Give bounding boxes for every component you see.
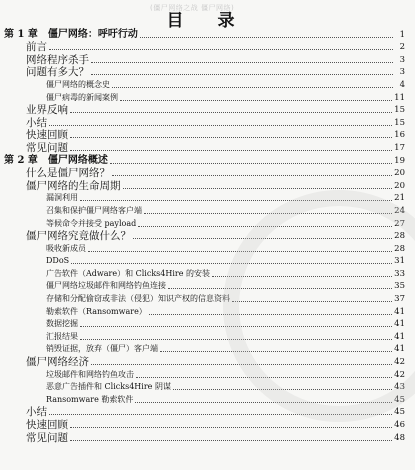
toc-entry-title: 广告软件（Adware）和 Clicks4Hire 的安装 xyxy=(46,268,211,278)
toc-subsection-entry[interactable] xyxy=(0,305,415,318)
dot-leader xyxy=(136,377,392,378)
toc-entry-title: 垃圾邮件和网络钓鱼攻击 xyxy=(46,369,134,379)
toc-subsection-entry[interactable] xyxy=(0,91,415,104)
toc-chapter-entry[interactable] xyxy=(0,28,415,41)
toc-entry-title: 召集和保护僵尸网络客户端 xyxy=(46,205,142,215)
toc-entry-page: 3 xyxy=(399,54,405,65)
toc-entry-title: 第 1 章 僵尸网络：呼吁行动 xyxy=(4,28,138,40)
toc-entry-page: 15 xyxy=(394,117,405,128)
dot-leader xyxy=(91,62,393,63)
toc-entry-title: 小结 xyxy=(26,406,47,419)
toc-entry-title: 吸收新成员 xyxy=(46,243,86,253)
toc-entry-page: 3 xyxy=(399,67,405,78)
toc-entry-title: 问题有多大？ xyxy=(26,66,89,79)
toc-entry-page: 4 xyxy=(399,79,405,90)
toc-entry-page: 41 xyxy=(394,331,405,342)
toc-subsection-entry[interactable] xyxy=(0,78,415,91)
toc-entry-title: Ransomware 勒索软件 xyxy=(46,394,134,404)
toc-entry-title: 僵尸网络的生命周期 xyxy=(26,179,121,192)
toc-entry-title: 快速回顾 xyxy=(26,129,68,142)
toc-entry-page: 43 xyxy=(394,382,405,393)
toc-entry-title: DDoS xyxy=(46,256,70,266)
dot-leader xyxy=(80,326,392,327)
toc-subsection-entry[interactable] xyxy=(0,192,415,205)
dot-leader xyxy=(135,402,392,403)
dot-leader xyxy=(80,339,392,340)
dot-leader xyxy=(133,238,392,239)
toc-entry-page: 42 xyxy=(394,357,405,368)
dot-leader xyxy=(70,427,392,428)
toc-section-entry[interactable] xyxy=(0,167,415,180)
toc-entry-title: 快速回顾 xyxy=(26,419,68,431)
dot-leader xyxy=(91,74,393,75)
toc-list xyxy=(0,28,415,444)
dot-leader xyxy=(140,37,393,38)
toc-entry-title: 勒索软件（Ransomware） xyxy=(46,306,147,316)
toc-section-entry[interactable] xyxy=(0,355,415,368)
toc-subsection-entry[interactable] xyxy=(0,393,415,406)
dot-leader xyxy=(70,150,392,151)
toc-entry-title: 常见问题 xyxy=(26,431,68,444)
toc-entry-page: 33 xyxy=(394,268,405,279)
toc-entry-title: 僵尸网络的概念史 xyxy=(46,79,110,89)
toc-section-entry[interactable] xyxy=(0,53,415,66)
toc-entry-page: 41 xyxy=(394,306,405,317)
toc-entry-title: 僵尸网络经济 xyxy=(26,356,89,369)
toc-subsection-entry[interactable] xyxy=(0,381,415,394)
toc-entry-title: 常见问题 xyxy=(26,141,68,154)
toc-section-entry[interactable] xyxy=(0,104,415,117)
toc-section-entry[interactable] xyxy=(0,406,415,419)
toc-subsection-entry[interactable] xyxy=(0,267,415,280)
toc-entry-title: 前言 xyxy=(26,41,47,54)
toc-section-entry[interactable] xyxy=(0,179,415,192)
toc-entry-page: 11 xyxy=(394,92,405,103)
toc-subsection-entry[interactable] xyxy=(0,318,415,331)
toc-entry-title: 僵尸病毒的新闻案例 xyxy=(46,92,118,102)
toc-entry-page: 31 xyxy=(394,256,405,267)
dot-leader xyxy=(144,213,392,214)
dot-leader xyxy=(160,351,392,352)
dot-leader xyxy=(70,440,392,441)
toc-entry-title: 汇报结果 xyxy=(46,331,78,341)
toc-entry-page: 24 xyxy=(394,205,405,216)
dot-leader xyxy=(110,163,392,164)
dot-leader xyxy=(70,112,392,113)
dot-leader xyxy=(212,276,392,277)
toc-entry-title: 僵尸网络究竟做什么？ xyxy=(26,230,131,243)
toc-entry-title: 存储和分配偷窃或非法（侵犯）知识产权的信息资料 xyxy=(46,294,230,304)
toc-section-entry[interactable] xyxy=(0,41,415,54)
toc-entry-page: 20 xyxy=(394,168,405,179)
dot-leader xyxy=(232,301,392,302)
toc-entry-title: 恶意广告插件和 Clicks4Hire 阴谋 xyxy=(46,382,171,392)
toc-entry-page: 48 xyxy=(394,432,405,443)
toc-entry-title: 第 2 章 僵尸网络概述 xyxy=(4,154,108,166)
toc-subsection-entry[interactable] xyxy=(0,368,415,381)
toc-entry-title: 销毁证据，放弃（僵尸）客户端 xyxy=(46,344,158,354)
dot-leader xyxy=(138,226,392,227)
toc-entry-title: 网络程序杀手 xyxy=(26,53,89,66)
toc-section-entry[interactable] xyxy=(0,141,415,154)
toc-subsection-entry[interactable] xyxy=(0,330,415,343)
toc-section-entry[interactable] xyxy=(0,431,415,444)
dot-leader xyxy=(80,200,392,201)
toc-entry-page: 41 xyxy=(394,319,405,330)
toc-section-entry[interactable] xyxy=(0,129,415,142)
dot-leader xyxy=(91,364,392,365)
toc-entry-page: 42 xyxy=(394,369,405,380)
toc-section-entry[interactable] xyxy=(0,418,415,431)
dot-leader xyxy=(49,125,392,126)
toc-subsection-entry[interactable] xyxy=(0,204,415,217)
toc-entry-page: 16 xyxy=(394,130,405,141)
toc-entry-title: 等候命令并接受 payload xyxy=(46,218,137,228)
dot-leader xyxy=(112,175,392,176)
toc-entry-title: 数据挖掘 xyxy=(46,319,78,329)
toc-subsection-entry[interactable] xyxy=(0,292,415,305)
dot-leader xyxy=(168,288,392,289)
toc-subsection-entry[interactable] xyxy=(0,217,415,230)
faint-header-text: (僵尸网络之战 僵尸网络) xyxy=(150,4,235,12)
toc-entry-page: 17 xyxy=(394,142,405,153)
toc-subsection-entry[interactable] xyxy=(0,242,415,255)
toc-entry-page: 1 xyxy=(399,29,405,40)
toc-entry-title: 小结 xyxy=(26,116,47,129)
dot-leader xyxy=(120,100,392,101)
toc-entry-page: 46 xyxy=(394,420,405,430)
toc-entry-page: 20 xyxy=(394,180,405,191)
toc-entry-title: 僵尸网络垃圾邮件和网络钓鱼连接 xyxy=(46,281,166,291)
dot-leader xyxy=(173,389,392,390)
toc-entry-page: 28 xyxy=(394,231,405,242)
toc-entry-page: 35 xyxy=(394,281,405,292)
toc-entry-page: 45 xyxy=(394,394,405,405)
dot-leader xyxy=(49,49,393,50)
toc-entry-page: 37 xyxy=(394,294,405,305)
toc-entry-title: 漏洞利用 xyxy=(46,193,78,203)
toc-entry-page: 45 xyxy=(394,407,405,418)
toc-entry-page: 28 xyxy=(394,243,405,254)
toc-entry-page: 27 xyxy=(394,218,405,229)
dot-leader xyxy=(71,263,392,264)
toc-section-entry[interactable] xyxy=(0,230,415,243)
dot-leader xyxy=(88,251,392,252)
toc-subsection-entry[interactable] xyxy=(0,343,415,356)
toc-entry-page: 41 xyxy=(394,344,405,355)
dot-leader xyxy=(49,414,392,415)
dot-leader xyxy=(112,87,393,88)
toc-entry-page: 15 xyxy=(394,105,405,116)
toc-chapter-entry[interactable] xyxy=(0,154,415,167)
toc-subsection-entry[interactable] xyxy=(0,280,415,293)
page-title: 目 录 xyxy=(166,11,249,31)
toc-entry-page: 19 xyxy=(394,155,405,166)
dot-leader xyxy=(70,137,392,138)
toc-entry-title: 什么是僵尸网络？ xyxy=(26,167,110,180)
dot-leader xyxy=(149,314,392,315)
toc-entry-page: 21 xyxy=(394,193,405,204)
toc-entry-page: 2 xyxy=(399,42,405,53)
dot-leader xyxy=(123,188,393,189)
toc-section-entry[interactable] xyxy=(0,116,415,129)
toc-entry-title: 业界反响 xyxy=(26,104,68,117)
toc-subsection-entry[interactable] xyxy=(0,255,415,268)
toc-section-entry[interactable] xyxy=(0,66,415,79)
